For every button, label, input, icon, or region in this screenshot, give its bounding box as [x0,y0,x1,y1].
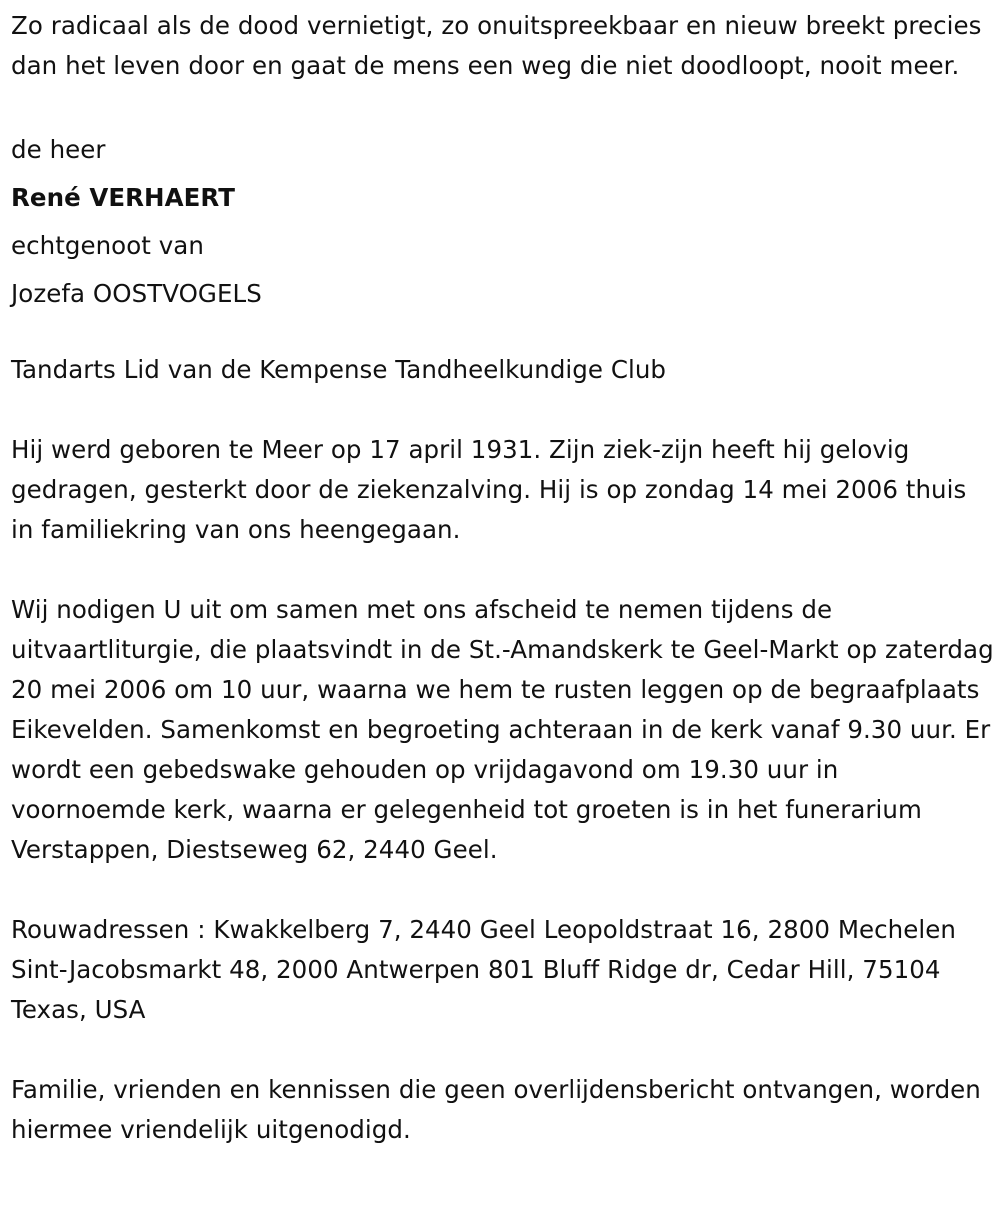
spacer [11,86,996,126]
obituary-document [11,6,996,1150]
spouse-name: Jozefa OOSTVOGELS [11,279,262,308]
spacer [11,390,996,430]
profession: Tandarts Lid van de Kempense Tandheelkundige Club [11,355,667,384]
funeral-paragraph: Wij nodigen U uit om samen met ons afscheid te nemen tijdens de uitvaartliturgie, die plaatsvindt in de St.-Amandskerk te Geel-Markt op zaterdag 20 mei 2006 om 10 uur, waarna we hem te rusten leggen op de begraafplaats Eikevelden. Samenkomst en begroeting achteraan in de kerk vanaf 9.30 uur. Er wordt een gebedswake gehouden op vrijdagavond om 19.30 uur in voornoemde kerk, waarna er gelegenheid tot groeten is in het funerarium Verstappen, Diestseweg 62, 2440 Geel. [11,595,994,864]
mourning-addresses: Rouwadressen : Kwakkelberg 7, 2440 Geel Leopoldstraat 16, 2800 Mechelen Sint-Jacobsmarkt 48, 2000 Antwerpen 801 Bluff Ridge dr, Cedar Hill, 75104 Texas, USA [11,915,956,1024]
spacer [11,318,996,350]
spacer [11,870,996,910]
salutation: de heer [11,135,106,164]
deceased-name: René VERHAERT [11,183,235,212]
relation-label: echtgenoot van [11,231,204,260]
spacer [11,550,996,590]
spacer [11,1030,996,1070]
closing-paragraph: Familie, vrienden en kennissen die geen overlijdensbericht ontvangen, worden hiermee vriendelijk uitgenodigd. [11,1075,981,1144]
opening-quote: Zo radicaal als de dood vernietigt, zo onuitspreekbaar en nieuw breekt precies dan het leven door en gaat de mens een weg die niet doodloopt, nooit meer. [11,11,982,80]
birth-death-paragraph: Hij werd geboren te Meer op 17 april 1931. Zijn ziek-zijn heeft hij gelovig gedragen, gesterkt door de ziekenzalving. Hij is op zondag 14 mei 2006 thuis in familiekring van ons heengegaan. [11,435,967,544]
